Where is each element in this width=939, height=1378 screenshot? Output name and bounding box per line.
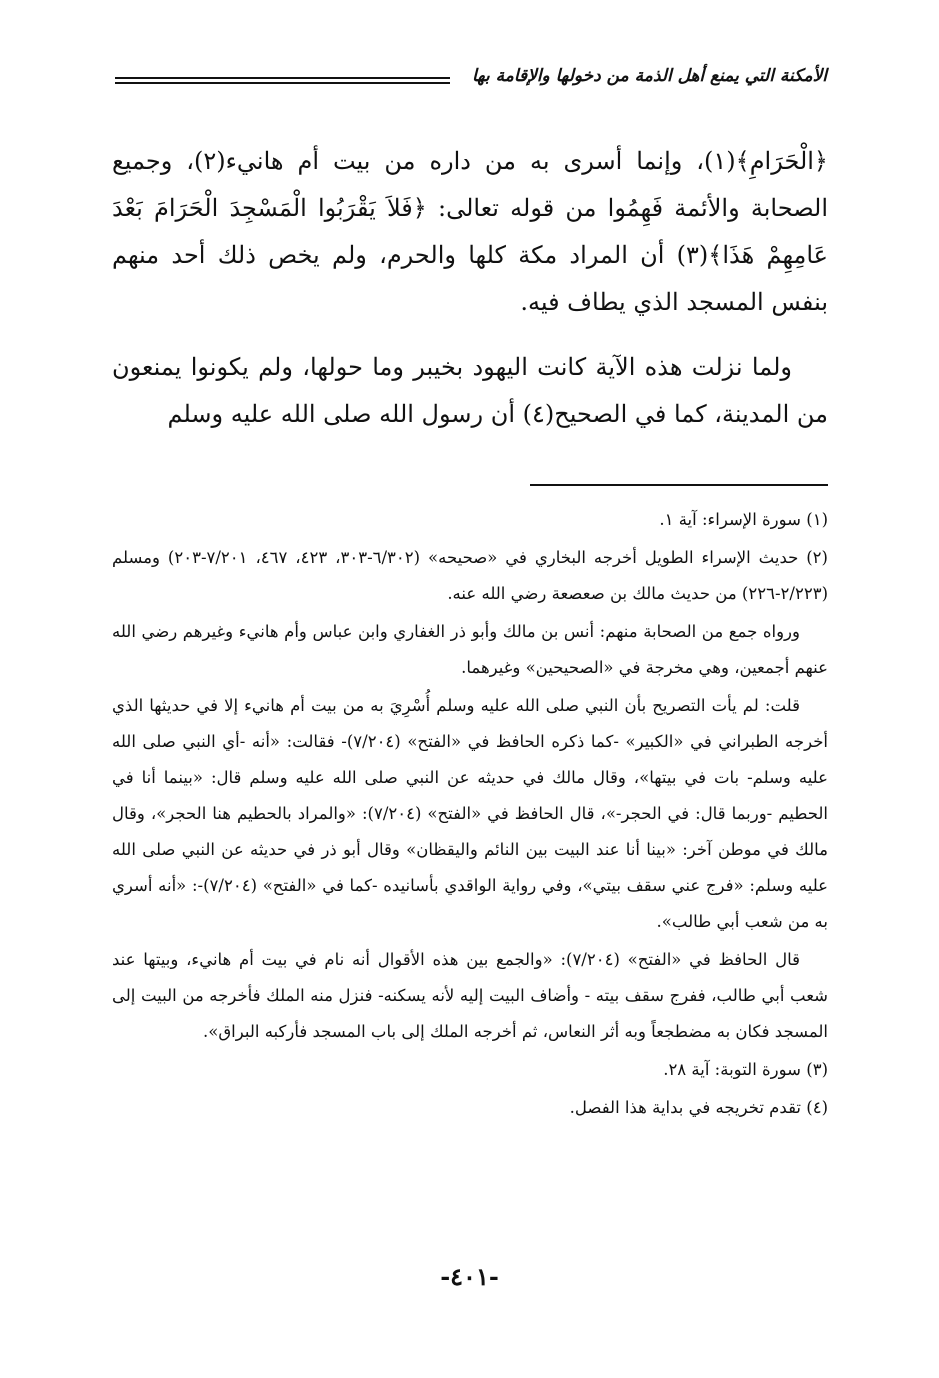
running-header-title: الأمكنة التي يمنع أهل الذمة من دخولها والإقامة بها [471,66,827,86]
main-text [112,138,828,438]
header-rule-bottom [115,82,450,84]
footnote-2-continuation-b: قلت: لم يأت التصريح بأن النبي صلى الله عليه وسلم أُسْرِيَ به من بيت أم هانيء إلا في حديثها الذي أخرجه الطبراني في «الكبير» -كما ذكره الحافظ في «الفتح» (٧/٢٠٤)- فقالت: «أنه -أي النبي صلى الله عليه وسلم- بات في بيتها»، وقال مالك في حديثه عن النبي صلى الله عليه وسلم قال: «بينما أنا في الحطيم -وربما قال: في الحجر-»، قال الحافظ في «الفتح» (٧/٢٠٤): «والمراد بالحطيم هنا الحجر»، وقال مالك في موطن آخر: «بينا أنا عند البيت بين النائم واليقظان» وقال أبو ذر في حديثه عن النبي صلى الله عليه وسلم: «فرج عني سقف بيتي»، وفي رواية الواقدي بأسانيده -كما في «الفتح» (٧/٢٠٤)-: «أنه أسري به من شعب أبي طالب». [112,696,828,931]
footnote-4: (٤) تقدم تخريجه في بداية هذا الفصل. [569,1098,828,1117]
footnotes [112,502,828,1126]
footnote-1: (١) سورة الإسراء: آية ١. [659,510,828,529]
body-paragraph-2: ولما نزلت هذه الآية كانت اليهود بخيبر وما حولها، ولم يكونوا يمنعون من المدينة، كما في الصحيح(٤) أن رسول الله صلى الله عليه وسلم [112,353,828,428]
footnote-separator [530,484,828,486]
footnote-2: (٢) حديث الإسراء الطويل أخرجه البخاري في «صحيحه» (٦/٣٠٢-٣٠٣، ٤٢٣، ٤٦٧، ٧/٢٠١-٢٠٣) ومسلم (٢/٢٢٣-٢٢٦) من حديث مالك بن صعصعة رضي الله عنه. [112,548,828,603]
footnote-3: (٣) سورة التوبة: آية ٢٨. [663,1060,828,1079]
body-paragraph-1: ﴿الْحَرَامِ﴾(١)، وإنما أسرى به من داره من بيت أم هانيء(٢)، وجميع الصحابة والأئمة فَهِمُوا من قوله تعالى: ﴿فَلاَ يَقْرَبُوا الْمَسْجِدَ الْحَرَامَ بَعْدَ عَامِهِمْ هَذَا﴾(٣) أن المراد مكة كلها والحرم، ولم يخص ذلك أحد منهم بنفس المسجد الذي يطاف فيه. [112,147,828,316]
footnote-2-continuation-a: ورواه جمع من الصحابة منهم: أنس بن مالك وأبو ذر الغفاري وابن عباس وأم هانيء وغيرهم رضي الله عنهم أجمعين، وهي مخرجة في «الصحيحين» وغيرهما. [112,622,828,677]
footnote-2-continuation-c: قال الحافظ في «الفتح» (٧/٢٠٤): «والجمع بين هذه الأقوال أنه نام في بيت أم هانيء، وبيتها عند شعب أبي طالب، ففرج سقف بيته - وأضاف البيت إليه لأنه يسكنه- فنزل منه الملك فأخرجه من البيت إلى المسجد فكان به مضطجعاً وبه أثر النعاس، ثم أخرجه الملك إلى باب المسجد فأركبه البراق». [112,950,828,1041]
running-header [115,60,827,100]
header-rule-top [115,77,450,79]
page-number: -٤٠١- [440,1262,499,1291]
